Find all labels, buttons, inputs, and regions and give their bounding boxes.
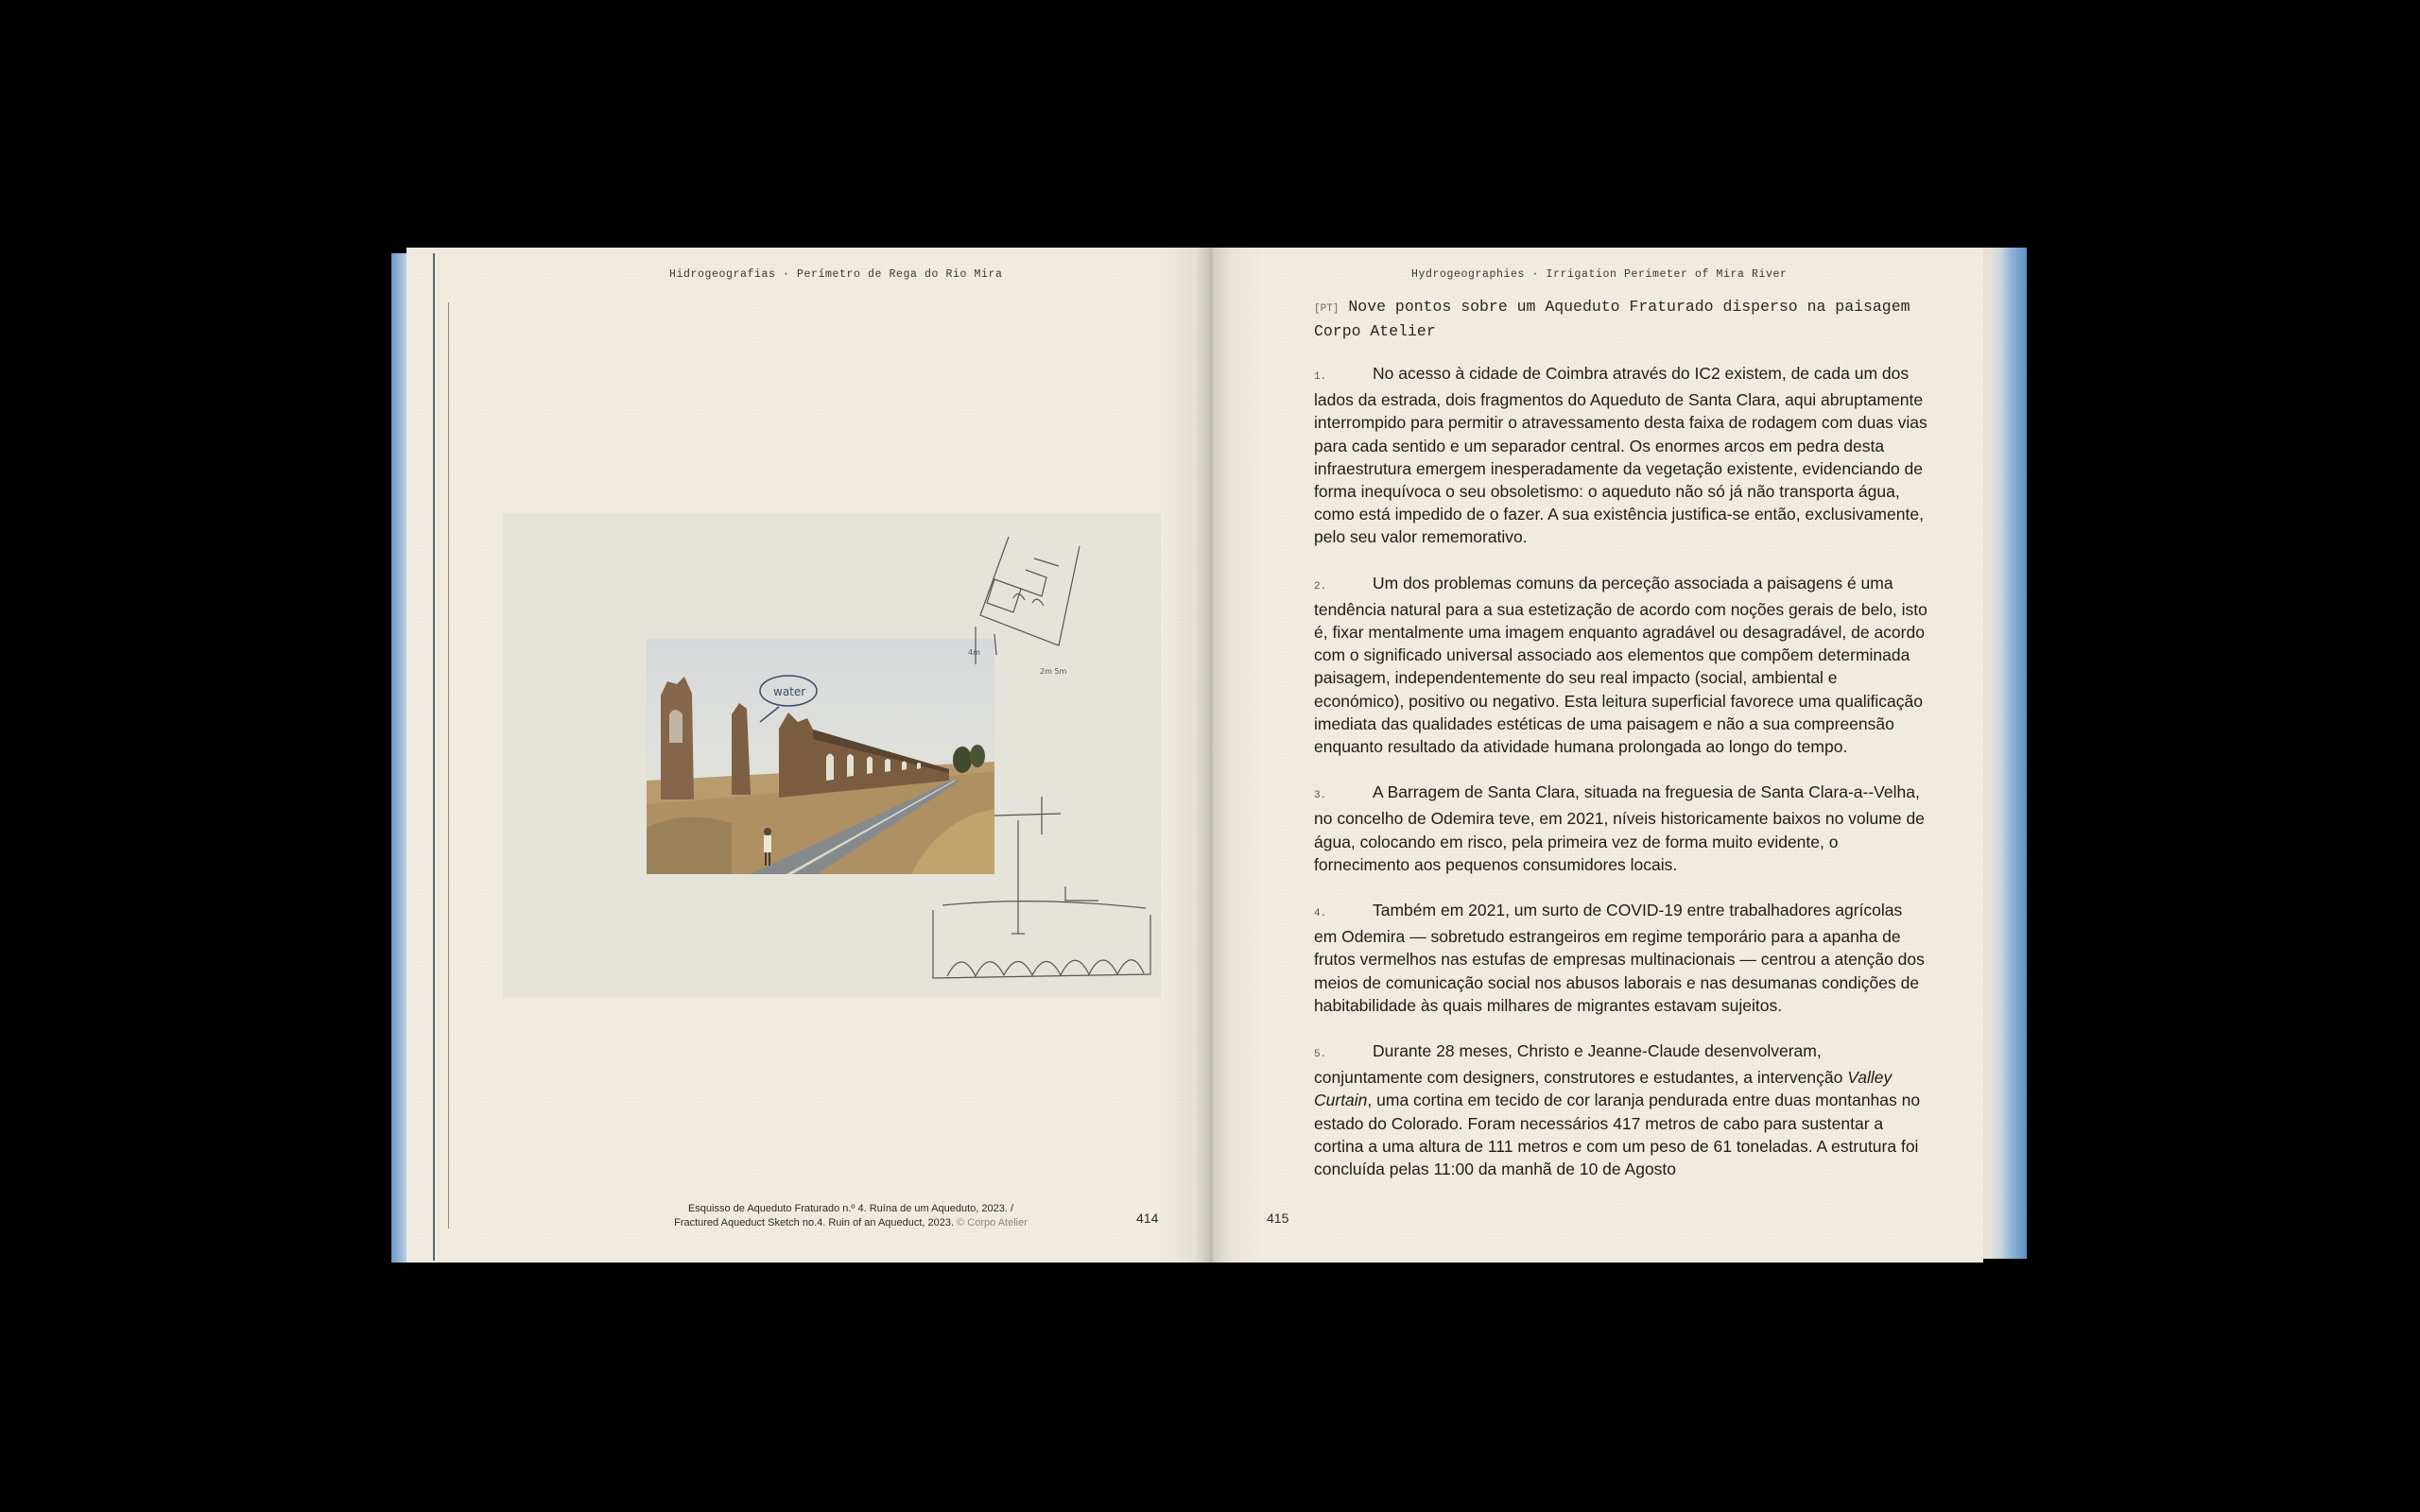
language-tag: [PT]	[1314, 303, 1340, 315]
pencil-sketch	[503, 513, 1161, 997]
margin-rule-inner	[448, 302, 449, 1228]
caption-text-en: Fractured Aqueduct Sketch no.4. Ruin of an Aqueduct, 2023.	[674, 1217, 955, 1228]
figure-aqueduct-sketch	[503, 513, 1161, 997]
paragraph-text: Um dos problemas comuns da perceção associada a paisagens é uma tendência natural para a sua estetização de acordo com noções gerais de belo, isto é, fixar mentalmente uma imagem enquanto agradável ou desagradável, de acordo com o significado universal associado aos elementos que compõem determinada paisagem, independentemente do seu real impacto (social, ambiental e económico), positivo ou negativo. Esta leitura superficial favorece uma qualificação imediata das qualidades estéticas de uma paisagem e não a sua compreensão enquanto resultado da atividade humana prolongada ao longo do tempo.	[1314, 573, 1927, 757]
paragraph-number: 5.	[1314, 1049, 1327, 1061]
article-title: Nove pontos sobre um Aqueduto Fraturado disperso na paisagem	[1348, 298, 1910, 316]
paragraph-number: 4.	[1314, 908, 1327, 920]
margin-rule	[433, 253, 435, 1261]
book-gutter	[1159, 248, 1263, 1263]
artwork-title: Valley Curtain	[1314, 1068, 1893, 1110]
paragraph-3	[1314, 781, 1928, 876]
paragraph-number: 3.	[1314, 790, 1327, 802]
svg-text:4m: 4m	[968, 648, 980, 657]
paragraph-1	[1314, 362, 1928, 549]
paragraph-number: 2.	[1314, 580, 1327, 593]
running-head-right: Hydrogeographies · Irrigation Perimeter of Mira River	[1411, 268, 1788, 281]
svg-text:2m 5m: 2m 5m	[1040, 667, 1067, 676]
paragraph-text-end: , uma cortina em tecido de cor laranja pendurada entre duas montanhas no estado do Colorado. Foram necessários 417 metros de cabo para sustentar a cortina a uma altura de 111 metros e com um peso de 61 toneladas. A estrutura foi concluída pelas 11:00 da manhã de 10 de Agosto	[1314, 1091, 1921, 1179]
running-head-left: Hidrogeografias · Perímetro de Rega do Rio Mira	[669, 268, 1003, 281]
paragraph-text: No acesso à cidade de Coimbra através do IC2 existem, de cada um dos lados da estrada, dois fragmentos do Aqueduto de Santa Clara, aqui abruptamente interrompido para permitir o atravessamento desta faixa de rodagem com duas vias para cada sentido e um separador central. Os enormes arcos em pedra desta infraestrutura emergem inesperadamente da vegetação existente, evidenciando de forma inequívoca o seu obsoletismo: o aqueduto não só já não transporta água, como está impedido de o fazer. A sua existência justifica-se então, exclusivamente, pelo seu valor rememorativo.	[1314, 364, 1927, 547]
paragraph-number: 1.	[1314, 371, 1327, 383]
paragraph-4	[1314, 899, 1928, 1017]
paragraph-text-start: Durante 28 meses, Christo e Jeanne-Claude desenvolveram, conjuntamente com designers, construtores e estudantes, a intervenção	[1314, 1041, 1848, 1088]
article-body	[1314, 362, 1928, 1203]
caption-credit: © Corpo Atelier	[957, 1217, 1028, 1228]
caption-line-pt: Esquisso de Aqueduto Fraturado n.º 4. Ruína de um Aqueduto, 2023. /	[687, 1203, 1014, 1214]
paragraph-5	[1314, 1040, 1928, 1180]
paragraph-2	[1314, 572, 1928, 759]
paragraph-text: Também em 2021, um surto de COVID-19 entre trabalhadores agrícolas em Odemira — sobretudo estrangeiros em regime temporário para a apanha de frutos vermelhos nas estufas de empresas multinacionais — centrou a atenção dos meios de comunicação social nos abusos laborais e nas desumanas condições de habitabilidade às quais milhares de migrantes estavam sujeitos.	[1314, 901, 1925, 1015]
page-number-left: 414	[1136, 1211, 1159, 1226]
paragraph-text: A Barragem de Santa Clara, situada na freguesia de Santa Clara-a--Velha, no concelho de Odemira teve, em 2021, níveis historicamente baixos no volume de água, colocando em risco, pela primeira vez de forma muito evidente, o fornecimento aos pequenos consumidores locais.	[1314, 782, 1925, 874]
article-title-line	[1314, 296, 1910, 320]
sketch-note-text: water	[773, 685, 806, 698]
page-number-right: 415	[1267, 1211, 1289, 1226]
figure-caption	[586, 1202, 1115, 1230]
caption-line-en	[586, 1216, 1115, 1230]
article-author: Corpo Atelier	[1314, 322, 1436, 340]
article-heading	[1314, 296, 1910, 343]
